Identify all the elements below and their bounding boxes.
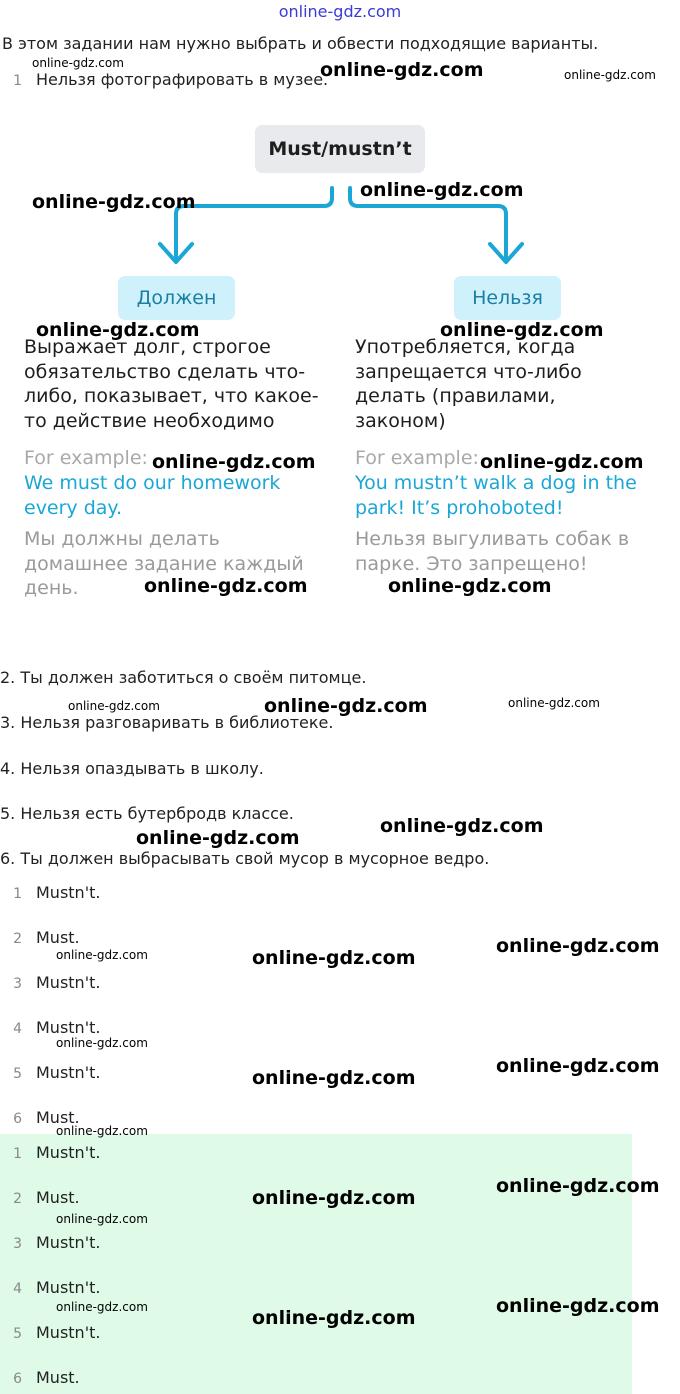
watermark: online-gdz.com	[144, 575, 308, 597]
watermark: online-gdz.com	[36, 319, 200, 341]
watermark: online-gdz.com	[388, 575, 552, 597]
watermark: online-gdz.com	[360, 179, 524, 201]
answer-item-highlighted: 1 Mustn't.	[13, 1143, 101, 1162]
diagram-left-title: Должен	[118, 276, 235, 320]
diagram-right-title: Нельзя	[454, 276, 561, 320]
sentence-6: 6. Ты должен выбрасывать свой мусор в мусорное ведро.	[0, 849, 490, 868]
answer-highlight-box	[0, 1134, 632, 1394]
watermark: online-gdz.com	[56, 1036, 148, 1050]
watermark: online-gdz.com	[496, 935, 660, 957]
right-example-heading: For example:	[355, 447, 479, 469]
watermark: online-gdz.com	[152, 451, 316, 473]
watermark: online-gdz.com	[56, 1212, 148, 1226]
answer-item: 6 Must.	[13, 1108, 80, 1127]
watermark: online-gdz.com	[56, 948, 148, 962]
answer-item: 2 Must.	[13, 928, 80, 947]
watermark: online-gdz.com	[252, 1187, 416, 1209]
watermark: online-gdz.com	[56, 1124, 148, 1138]
left-example-heading: For example:	[24, 447, 148, 469]
watermark: online-gdz.com	[320, 59, 484, 81]
right-description: Употребляется, когда запрещается что-либо делать (правилами, законом)	[355, 336, 582, 432]
site-brand: online-gdz.com	[278, 2, 402, 21]
watermark: online-gdz.com	[32, 56, 124, 70]
watermark: online-gdz.com	[136, 827, 300, 849]
watermark: online-gdz.com	[508, 696, 600, 710]
answer-item-highlighted: 3 Mustn't.	[13, 1233, 101, 1252]
watermark: online-gdz.com	[440, 319, 604, 341]
task-intro: В этом задании нам нужно выбрать и обвести подходящие варианты.	[2, 34, 599, 53]
left-example-russian: Мы должны делать домашнее задание каждый день.	[24, 528, 304, 599]
watermark: online-gdz.com	[380, 815, 544, 837]
answer-item: 5 Mustn't.	[13, 1063, 101, 1082]
watermark: online-gdz.com	[56, 1300, 148, 1314]
answer-item-highlighted: 4 Mustn't.	[13, 1278, 101, 1297]
arrow-left	[176, 188, 332, 258]
watermark: online-gdz.com	[496, 1175, 660, 1197]
item-text: Нельзя фотографировать в музее.	[36, 70, 329, 89]
answer-item-highlighted: 6 Must.	[13, 1368, 80, 1387]
sentence-5: 5. Нельзя есть бутербродв классе.	[0, 804, 294, 823]
left-description: Выражает долг, строгое обязательство сделать что-либо, показывает, что какое-то действие необходимо	[24, 336, 319, 432]
watermark: online-gdz.com	[564, 68, 656, 82]
sentence-2: 2. Ты должен заботиться о своём питомце.	[0, 668, 367, 687]
answer-item: 1 Mustn't.	[13, 883, 101, 902]
watermark: online-gdz.com	[252, 1307, 416, 1329]
watermark: online-gdz.com	[496, 1055, 660, 1077]
left-example-english: We must do our homework every day.	[24, 472, 281, 519]
right-example-english: You mustn’t walk a dog in the park! It’s prohoboted!	[355, 472, 637, 519]
sentence-3: 3. Нельзя разговаривать в библиотеке.	[0, 713, 334, 732]
answer-item: 3 Mustn't.	[13, 973, 101, 992]
answer-item-highlighted: 2 Must.	[13, 1188, 80, 1207]
watermark: online-gdz.com	[264, 695, 428, 717]
item-number: 1	[13, 73, 22, 89]
answer-item: 4 Mustn't.	[13, 1018, 101, 1037]
watermark: online-gdz.com	[496, 1295, 660, 1317]
watermark: online-gdz.com	[68, 699, 160, 713]
watermark: online-gdz.com	[252, 1067, 416, 1089]
answer-item-highlighted: 5 Mustn't.	[13, 1323, 101, 1342]
sentence-4: 4. Нельзя опаздывать в школу.	[0, 759, 264, 778]
diagram-root: Must/mustn’t	[255, 125, 425, 173]
watermark: online-gdz.com	[32, 191, 196, 213]
right-example-russian: Нельзя выгуливать собак в парке. Это запрещено!	[355, 528, 630, 575]
watermark: online-gdz.com	[480, 451, 644, 473]
watermark: online-gdz.com	[252, 947, 416, 969]
